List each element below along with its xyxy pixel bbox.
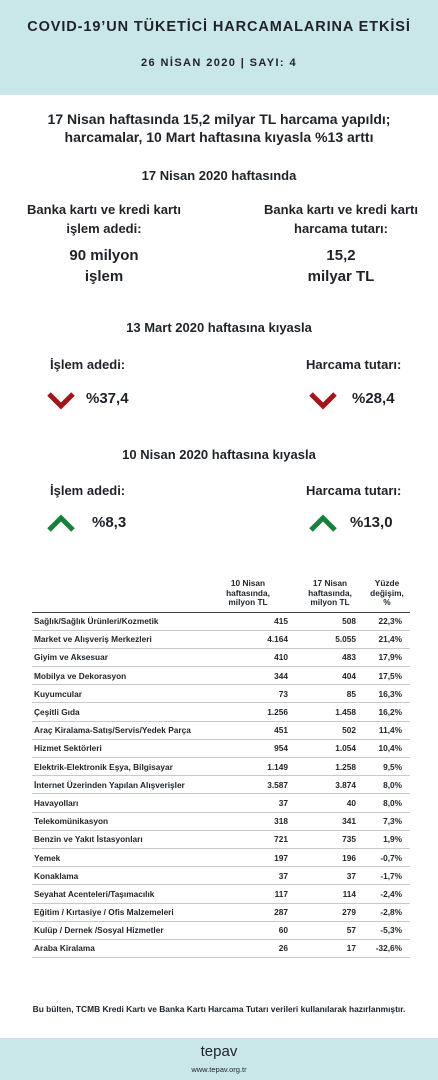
card-amount-value — [241, 245, 438, 287]
april10-value-cell: 344 — [200, 667, 296, 685]
april17-value-cell: 279 — [296, 903, 364, 921]
sector-name-cell: Giyim ve Aksesuar — [32, 648, 200, 666]
april17-value-cell: 508 — [296, 612, 364, 630]
sector-name-cell: Elektrik-Elektronik Eşya, Bilgisayar — [32, 758, 200, 776]
change-header-line-1: Yüzde — [374, 578, 400, 588]
down-arrow-icon — [46, 390, 76, 410]
table-row — [32, 885, 410, 903]
april-amount-value: %13,0 — [350, 514, 393, 531]
card-count-value-line-2: işlem — [84, 268, 124, 285]
headline-line-2: harcamalar, 10 Mart haftasına kıyasla %13 arttı — [64, 129, 374, 145]
table-row — [32, 921, 410, 939]
change-header-line-3: % — [383, 597, 391, 607]
table-body — [32, 612, 410, 958]
april17-header-line-3: milyon TL — [310, 597, 350, 607]
april17-value-cell: 114 — [296, 885, 364, 903]
bulletin-title: COVID-19’UN TÜKETİCİ HARCAMALARINA ETKİSİ — [27, 19, 411, 35]
change-percent-cell: -5,3% — [364, 921, 410, 939]
april17-value-cell: 37 — [296, 867, 364, 885]
change-percent-cell: 8,0% — [364, 794, 410, 812]
april17-value-cell: 3.874 — [296, 776, 364, 794]
sector-name-cell: Araç Kiralama-Satış/Servis/Yedek Parça — [32, 721, 200, 739]
sector-name-cell: Araba Kiralama — [32, 939, 200, 957]
april-section-title: 10 Nisan 2020 haftasına kıyasla — [122, 447, 316, 462]
headline-line-1: 17 Nisan haftasında 15,2 milyar TL harcama yapıldı; — [47, 111, 391, 127]
up-arrow-icon — [46, 512, 76, 534]
april10-value-cell: 60 — [200, 921, 296, 939]
change-percent-cell: -2,4% — [364, 885, 410, 903]
change-percent-cell: 17,5% — [364, 667, 410, 685]
card-amount-label-line-2: harcama tutarı: — [294, 221, 388, 236]
sector-name-cell: Market ve Alışveriş Merkezleri — [32, 630, 200, 648]
april-count-value: %8,3 — [92, 514, 127, 531]
change-percent-cell: -1,7% — [364, 867, 410, 885]
sector-name-cell: Kuyumcular — [32, 685, 200, 703]
april10-value-cell: 287 — [200, 903, 296, 921]
sector-name-cell: Konaklama — [32, 867, 200, 885]
april10-value-cell: 415 — [200, 612, 296, 630]
spending-table — [32, 578, 410, 958]
table-row — [32, 812, 410, 830]
april17-header-line-2: haftasında, — [308, 587, 352, 598]
table-row — [32, 612, 410, 630]
up-arrow-icon — [308, 512, 338, 534]
april10-value-cell: 4.164 — [200, 630, 296, 648]
april10-value-cell: 1.149 — [200, 758, 296, 776]
table-row — [32, 685, 410, 703]
april17-value-cell: 483 — [296, 648, 364, 666]
down-arrow-icon — [308, 390, 338, 410]
march-section-title: 13 Mart 2020 haftasına kıyasla — [126, 320, 312, 335]
table-row — [32, 794, 410, 812]
sector-name-cell: Eğitim / Kırtasiye / Ofis Malzemeleri — [32, 903, 200, 921]
april17-header-line-1: 17 Nisan — [312, 578, 348, 588]
april10-header-line-1: 10 Nisan — [230, 578, 266, 588]
headline — [0, 110, 438, 146]
table-row — [32, 939, 410, 957]
april17-value-cell: 57 — [296, 921, 364, 939]
april10-value-cell: 26 — [200, 939, 296, 957]
change-percent-cell: -2,8% — [364, 903, 410, 921]
april17-value-cell: 404 — [296, 667, 364, 685]
change-percent-cell: -0,7% — [364, 848, 410, 866]
table-row — [32, 667, 410, 685]
march-count-value: %37,4 — [86, 390, 129, 407]
table-row — [32, 903, 410, 921]
april17-value-cell: 5.055 — [296, 630, 364, 648]
card-count-label-line-2: işlem adedi: — [66, 221, 142, 236]
march-count-label: İşlem adedi: — [50, 357, 126, 372]
april10-value-cell: 117 — [200, 885, 296, 903]
table-row — [32, 630, 410, 648]
april10-value-cell: 318 — [200, 812, 296, 830]
april10-value-cell: 954 — [200, 739, 296, 757]
april17-value-cell: 1.458 — [296, 703, 364, 721]
sector-name-cell: Havayolları — [32, 794, 200, 812]
april10-value-cell: 37 — [200, 794, 296, 812]
card-count-value-line-1: 90 milyon — [69, 247, 139, 264]
april17-value-cell: 735 — [296, 830, 364, 848]
sector-name-cell: Telekomünikasyon — [32, 812, 200, 830]
april17-value-cell: 40 — [296, 794, 364, 812]
sector-column-header — [32, 578, 200, 612]
sector-name-cell: İnternet Üzerinden Yapılan Alışverişler — [32, 776, 200, 794]
table-row — [32, 758, 410, 776]
tepav-logo: tepav — [200, 1043, 238, 1060]
table-row — [32, 648, 410, 666]
april10-header-line-3: milyon TL — [228, 597, 268, 607]
footer-banner — [0, 1038, 438, 1080]
card-amount-label-line-1: Banka kartı ve kredi kartı — [264, 202, 418, 217]
change-percent-cell: 9,5% — [364, 758, 410, 776]
change-percent-cell: 7,3% — [364, 812, 410, 830]
april10-value-cell: 3.587 — [200, 776, 296, 794]
april17-value-cell: 1.054 — [296, 739, 364, 757]
change-percent-cell: 16,2% — [364, 703, 410, 721]
card-count-label-line-1: Banka kartı ve kredi kartı — [27, 202, 181, 217]
source-note: Bu bülten, TCMB Kredi Kartı ve Banka Kartı Harcama Tutarı verileri kullanılarak hazırlanmıştır. — [32, 1004, 406, 1014]
table-row — [32, 867, 410, 885]
april10-header-line-2: haftasında, — [226, 587, 270, 598]
change-percent-cell: 10,4% — [364, 739, 410, 757]
sector-name-cell: Kulüp / Dernek /Sosyal Hizmetler — [32, 921, 200, 939]
april10-value-cell: 73 — [200, 685, 296, 703]
march-amount-label: Harcama tutarı: — [306, 357, 402, 372]
website-link[interactable]: www.tepav.org.tr — [191, 1065, 247, 1074]
april-amount-label: Harcama tutarı: — [306, 483, 402, 498]
sector-name-cell: Çeşitli Gıda — [32, 703, 200, 721]
bulletin-date: 26 NİSAN 2020 | SAYI: 4 — [141, 57, 297, 69]
april10-value-cell: 197 — [200, 848, 296, 866]
change-percent-cell: 8,0% — [364, 776, 410, 794]
april10-value-cell: 1.256 — [200, 703, 296, 721]
april-count-label: İşlem adedi: — [50, 483, 126, 498]
sector-name-cell: Seyahat Acenteleri/Taşımacılık — [32, 885, 200, 903]
april17-value-cell: 502 — [296, 721, 364, 739]
april10-value-cell: 410 — [200, 648, 296, 666]
sector-name-cell: Sağlık/Sağlık Ürünleri/Kozmetik — [32, 612, 200, 630]
change-percent-cell: 22,3% — [364, 612, 410, 630]
table-header-row — [32, 578, 410, 612]
header-banner — [0, 0, 438, 95]
table-row — [32, 703, 410, 721]
table-row — [32, 776, 410, 794]
card-amount-value-line-1: 15,2 — [326, 247, 356, 264]
table-row — [32, 848, 410, 866]
april10-value-cell: 37 — [200, 867, 296, 885]
card-amount-value-line-2: milyar TL — [307, 268, 375, 285]
april17-value-cell: 85 — [296, 685, 364, 703]
march-amount-value: %28,4 — [352, 390, 395, 407]
change-percent-cell: 1,9% — [364, 830, 410, 848]
change-percent-cell: 16,3% — [364, 685, 410, 703]
sector-name-cell: Yemek — [32, 848, 200, 866]
card-amount-label — [241, 200, 438, 238]
change-percent-cell: 11,4% — [364, 721, 410, 739]
table-row — [32, 830, 410, 848]
change-header-line-2: değişim, — [370, 587, 404, 598]
change-percent-cell: -32,6% — [364, 939, 410, 957]
table-row — [32, 721, 410, 739]
april10-value-cell: 451 — [200, 721, 296, 739]
april17-value-cell: 341 — [296, 812, 364, 830]
april17-value-cell: 17 — [296, 939, 364, 957]
week-section-title: 17 Nisan 2020 haftasında — [141, 168, 297, 183]
card-count-label — [4, 200, 204, 238]
april10-column-header — [200, 578, 296, 612]
sector-name-cell: Hizmet Sektörleri — [32, 739, 200, 757]
table-row — [32, 739, 410, 757]
card-count-value — [4, 245, 204, 287]
change-percent-cell: 17,9% — [364, 648, 410, 666]
sector-name-cell: Mobilya ve Dekorasyon — [32, 667, 200, 685]
april10-value-cell: 721 — [200, 830, 296, 848]
sector-name-cell: Benzin ve Yakıt İstasyonları — [32, 830, 200, 848]
april17-value-cell: 1.258 — [296, 758, 364, 776]
change-column-header — [364, 578, 410, 612]
april17-value-cell: 196 — [296, 848, 364, 866]
april17-column-header — [296, 578, 364, 612]
change-percent-cell: 21,4% — [364, 630, 410, 648]
